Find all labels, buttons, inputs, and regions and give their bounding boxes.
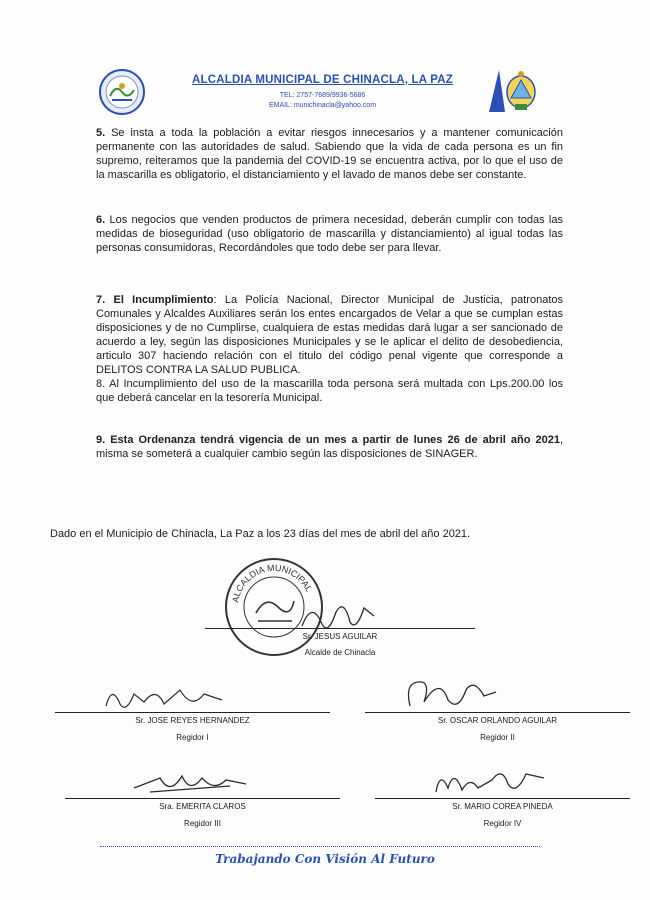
- regidor-1-signature-line: [55, 712, 330, 713]
- issued-statement: Dado en el Municipio de Chinacla, La Paz a los 23 días del mes de abril del año 2021.: [50, 528, 471, 540]
- regidor-3-signature-icon: [130, 766, 250, 800]
- mayor-signature-icon: [298, 596, 378, 636]
- regidor-3-role: Regidor III: [184, 819, 221, 828]
- header-title: ALCALDIA MUNICIPAL DE CHINACLA, LA PAZ: [191, 74, 453, 86]
- paragraph-6: [96, 213, 563, 255]
- mayor-name: Sr. JESUS AGUILAR: [302, 632, 378, 641]
- header-phone: TEL: 2757-7689/9936-5686: [279, 92, 366, 99]
- regidor-2-signature-icon: [400, 672, 500, 716]
- regidor-3-signature-line: [65, 798, 340, 799]
- paragraph-5-number: 5.: [96, 127, 106, 139]
- paragraph-7-text: : La Policía Nacional, Director Municipal de Justicia, patronatos Comunales y Alcaldes Auxiliares serán los entes encargados de Velar a que se cumplan estas disposiciones y de no Cumplirse, cualquiera de estas medidas dará lugar a ser sancionado de acuerdo a ley, según las disposiciones Municipales y se le aplicar el delito de desobediencia, articulo 307 haciendo relación con el titulo del código penal vigente que corresponde a DELITOS CONTRA LA SALUD PUBLICA.: [96, 294, 563, 376]
- stamp-text: ALCALDIA MUNICIPAL: [230, 562, 315, 604]
- footer-divider: [100, 846, 540, 847]
- regidor-1-role: Regidor I: [176, 733, 209, 742]
- paragraph-6-number: 6.: [96, 214, 106, 226]
- regidor-4-signature-line: [375, 798, 630, 799]
- paragraph-6-text: Los negocios que venden productos de primera necesidad, deberán cumplir con todas las medidas de bioseguridad (uso obligatorio de mascarilla y distanciamiento) al igual todas las personas consumidoras, Recordándoles que todo debe ser para llevar.: [96, 214, 563, 254]
- regidor-1-signature-icon: [100, 680, 230, 716]
- regidor-3-name: Sra. EMERITA CLAROS: [159, 802, 246, 811]
- regidor-4-signature-icon: [430, 762, 550, 802]
- regidor-1-name: Sr. JOSE REYES HERNANDEZ: [135, 716, 250, 725]
- mayor-role: Alcalde de Chinacla: [304, 648, 376, 657]
- paragraph-5: [96, 126, 563, 182]
- paragraph-5-text: Se insta a toda la población a evitar riesgos innecesarios y a mantener comunicación permanente con las autoridades de salud. Sabiendo que la vida de cada persona es un fin supremo, reiteramos que la pandemia del COVID-19 se encuentra activa, por lo que el uso de la mascarilla es obligatorio, el distanciamiento y el lavado de manos debe ser constante.: [96, 127, 563, 181]
- paragraph-8-text: 8. Al Incumplimiento del uso de la mascarilla toda persona será multada con Lps.200.00 los que deberá cancelar en la tesorería Municipal.: [96, 378, 563, 404]
- paragraph-9: [96, 433, 563, 461]
- municipal-seal-left-icon: [98, 68, 146, 116]
- paragraph-9-heading: 9. Esta Ordenanza tendrá vigencia de un mes a partir de lunes 26 de abril año 2021: [96, 434, 560, 446]
- paragraph-9-text: , misma se someterá a cualquier cambio según las disposiciones de SINAGER.: [96, 434, 563, 460]
- paragraph-7-8: [96, 293, 563, 405]
- regidor-4-name: Sr. MARIO COREA PINEDA: [452, 802, 553, 811]
- mayor-signature-line: [205, 628, 475, 629]
- paragraph-7-heading: 7. El Incumplimiento: [96, 294, 214, 306]
- regidor-2-name: Sr. OSCAR ORLANDO AGUILAR: [437, 716, 558, 725]
- footer-motto: Trabajando Con Visión Al Futuro: [215, 852, 435, 866]
- regidor-2-signature-line: [365, 712, 630, 713]
- regidor-4-role: Regidor IV: [483, 819, 522, 828]
- header-email: EMAIL: munichinacla@yahoo.com: [268, 102, 377, 109]
- regidor-2-role: Regidor II: [480, 733, 515, 742]
